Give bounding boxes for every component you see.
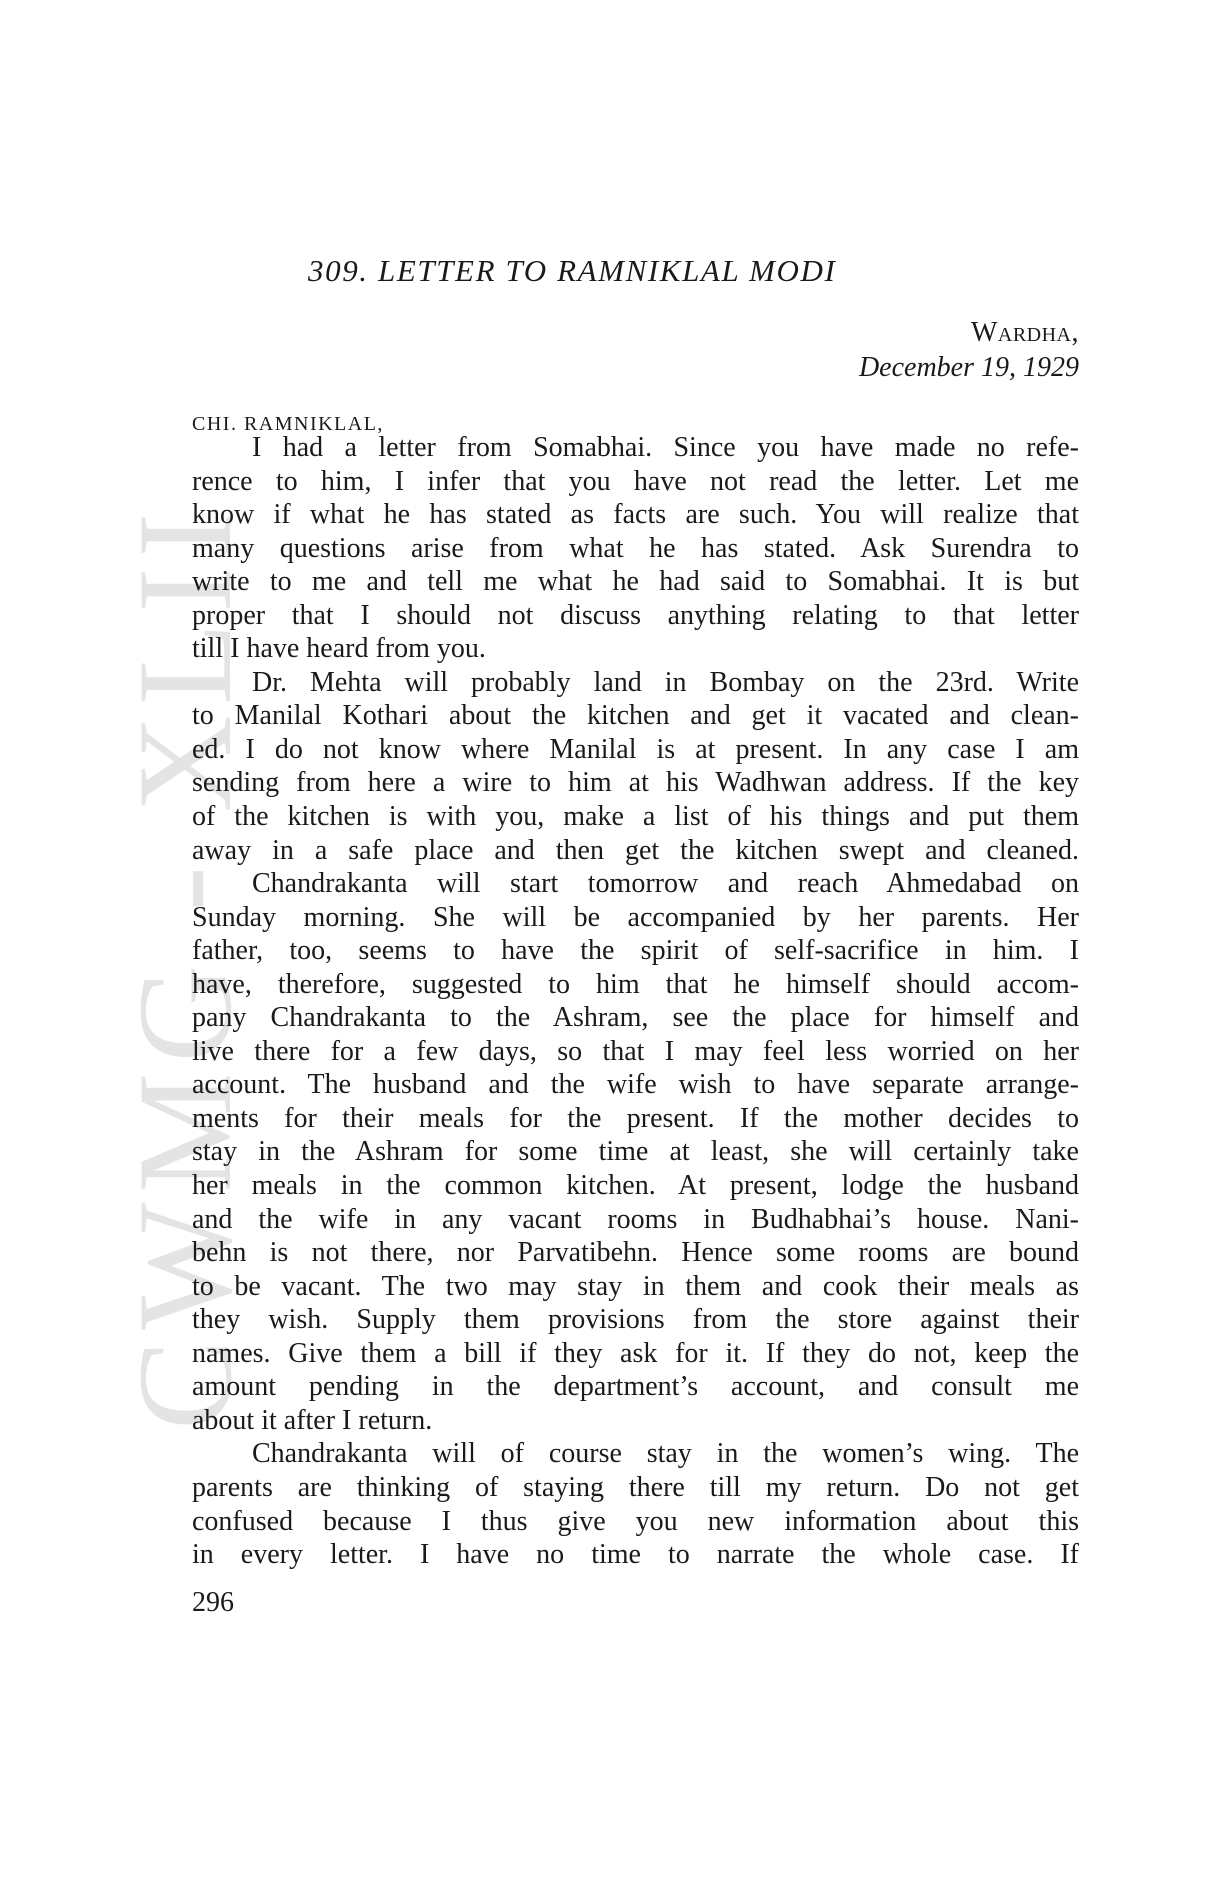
text-line: I had a letter from Somabhai. Since you have made no refe-: [252, 432, 1079, 463]
text-line: till I have heard from you.: [192, 633, 486, 665]
letter-place: Wardha,: [970, 317, 1079, 348]
text-line: to be vacant. The two may stay in them and cook their meals as: [192, 1270, 1079, 1302]
text-line: know if what he has stated as facts are such. You will realize that: [192, 499, 1079, 531]
letter-date: December 19, 1929: [858, 352, 1079, 383]
text-line: rence to him, I infer that you have not read the letter. Let me: [192, 465, 1079, 497]
text-line: ed. I do not know where Manilal is at present. In any case I am: [192, 733, 1079, 765]
page-number: 296: [192, 1587, 234, 1618]
text-line: many questions arise from what he has stated. Ask Surendra to: [192, 532, 1079, 564]
text-line: to Manilal Kothari about the kitchen and get it vacated and clean-: [192, 700, 1079, 732]
text-line: parents are thinking of staying there till my return. Do not get: [192, 1471, 1079, 1503]
text-line: Chandrakanta will start tomorrow and reach Ahmedabad on: [252, 868, 1079, 900]
text-line: sending from here a wire to him at his Wadhwan address. If the key: [192, 767, 1079, 799]
letter-title: 309. LETTER TO RAMNIKLAL MODI: [308, 253, 837, 288]
text-line: Chandrakanta will of course stay in the women’s wing. The: [252, 1438, 1079, 1470]
text-line: pany Chandrakanta to the Ashram, see the place for himself and: [192, 1002, 1079, 1034]
text-line: away in a safe place and then get the kitchen swept and cleaned.: [192, 834, 1079, 866]
text-line: names. Give them a bill if they ask for it. If they do not, keep the: [192, 1337, 1079, 1369]
watermark: CWMG - XLII: [111, 502, 260, 1430]
text-line: confused because I thus give you new information about this: [192, 1505, 1079, 1537]
text-line: proper that I should not discuss anything relating to that letter: [192, 599, 1079, 631]
text-line: ments for their meals for the present. If the mother decides to: [192, 1102, 1079, 1134]
text-line: and the wife in any vacant rooms in Budhabhai’s house. Nani-: [192, 1203, 1079, 1235]
text-line: behn is not there, nor Parvatibehn. Hence some rooms are bound: [192, 1237, 1079, 1269]
text-line: father, too, seems to have the spirit of self-sacrifice in him. I: [192, 935, 1079, 967]
text-line: her meals in the common kitchen. At present, lodge the husband: [192, 1170, 1079, 1202]
text-line: write to me and tell me what he had said to Somabhai. It is but: [192, 566, 1079, 598]
text-line: have, therefore, suggested to him that he himself should accom-: [192, 968, 1079, 1000]
text-line: about it after I return.: [192, 1404, 433, 1436]
text-line: live there for a few days, so that I may feel less worried on her: [192, 1035, 1079, 1067]
text-line: Dr. Mehta will probably land in Bombay on the 23rd. Write: [252, 666, 1079, 698]
text-line: in every letter. I have no time to narrate the whole case. If: [192, 1539, 1079, 1571]
text-line: Sunday morning. She will be accompanied by her parents. Her: [192, 901, 1079, 933]
text-line: amount pending in the department’s account, and consult me: [192, 1371, 1079, 1403]
text-line: account. The husband and the wife wish to have separate arrange-: [192, 1069, 1079, 1101]
text-line: they wish. Supply them provisions from the store against their: [192, 1304, 1079, 1336]
salutation: CHI. RAMNIKLAL,: [192, 413, 384, 435]
text-line: stay in the Ashram for some time at least, she will certainly take: [192, 1136, 1079, 1168]
text-line: of the kitchen is with you, make a list of his things and put them: [192, 801, 1079, 833]
letter-body: [192, 431, 1079, 1572]
